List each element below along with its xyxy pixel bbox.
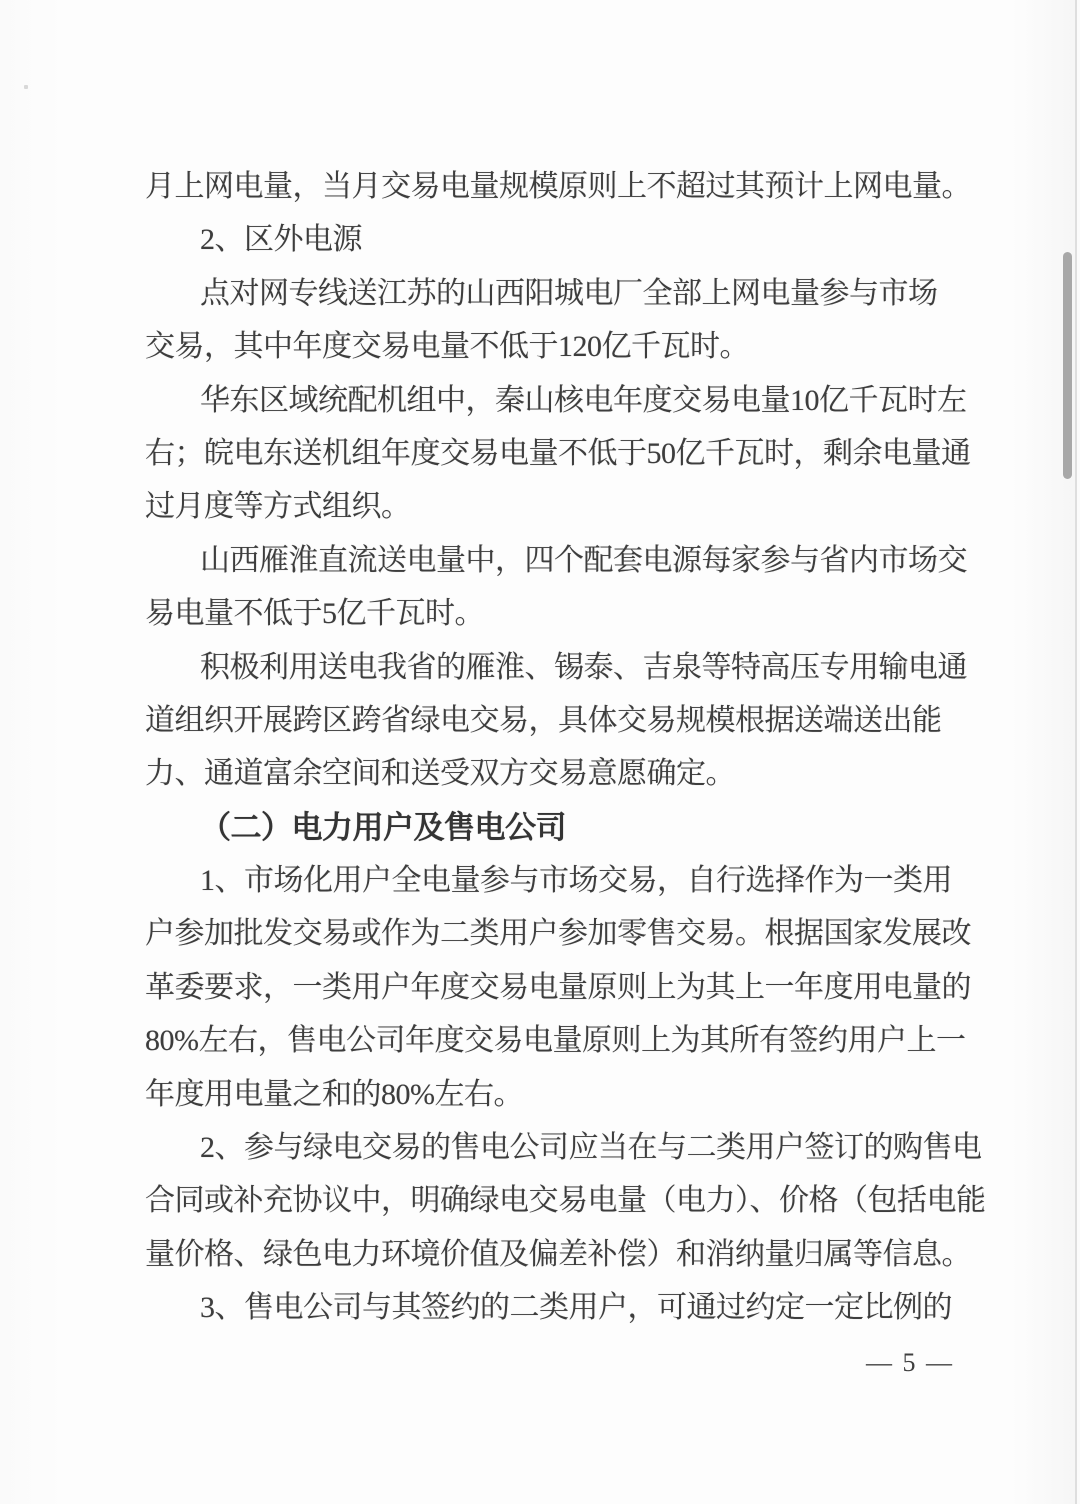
text-line: 1、市场化用户全电量参与市场交易，自行选择作为一类用 [200, 864, 952, 898]
text-line: 山西雁淮直流送电量中，四个配套电源每家参与省内市场交 [200, 543, 967, 577]
text-line: 2、区外电源 [200, 223, 362, 257]
text-line: 右；皖电东送机组年度交易电量不低于50亿千瓦时，剩余电量通 [145, 436, 971, 470]
page-edge-divider [1075, 0, 1077, 1504]
text-line: 月上网电量，当月交易电量规模原则上不超过其预计上网电量。 [145, 170, 971, 203]
text-line: 交易，其中年度交易电量不低于120亿千瓦时。 [145, 330, 749, 364]
text-line: 积极利用送电我省的雁淮、锡泰、吉泉等特高压专用输电通 [200, 650, 967, 684]
section-heading: （二）电力用户及售电公司 [200, 809, 566, 845]
scrollbar-thumb[interactable] [1063, 252, 1072, 479]
text-line: 80%左右，售电公司年度交易电量原则上为其所有签约用户上一 [145, 1024, 966, 1058]
text-line: 合同或补充协议中，明确绿电交易电量（电力）、价格（包括电能 [145, 1184, 986, 1218]
text-line: 过月度等方式组织。 [145, 490, 411, 524]
text-line: 华东区域统配机组中，秦山核电年度交易电量10亿千瓦时左 [200, 383, 967, 417]
text-line: 革委要求，一类用户年度交易电量原则上为其上一年度用电量的 [145, 970, 971, 1004]
text-line: 2、参与绿电交易的售电公司应当在与二类用户签订的购售电 [200, 1131, 982, 1165]
document-body-text [145, 160, 986, 1335]
text-line: 量价格、绿色电力环境价值及偏差补偿）和消纳量归属等信息。 [145, 1237, 971, 1271]
text-line: 点对网专线送江苏的山西阳城电厂全部上网电量参与市场 [200, 276, 938, 310]
text-line: 力、通道富余空间和送受双方交易意愿确定。 [145, 757, 735, 791]
text-line: 3、售电公司与其签约的二类用户，可通过约定一定比例的 [200, 1291, 952, 1325]
text-line: 易电量不低于5亿千瓦时。 [145, 597, 484, 631]
page-number: — 5 — [866, 1348, 954, 1377]
text-line: 年度用电量之和的80%左右。 [145, 1077, 523, 1111]
text-line: 户参加批发交易或作为二类用户参加零售交易。根据国家发展改 [145, 917, 971, 951]
text-line: 道组织开展跨区跨省绿电交易，具体交易规模根据送端送出能 [145, 703, 942, 737]
scan-artifact-dot [24, 85, 28, 89]
scrollbar-track[interactable] [1058, 0, 1075, 1504]
